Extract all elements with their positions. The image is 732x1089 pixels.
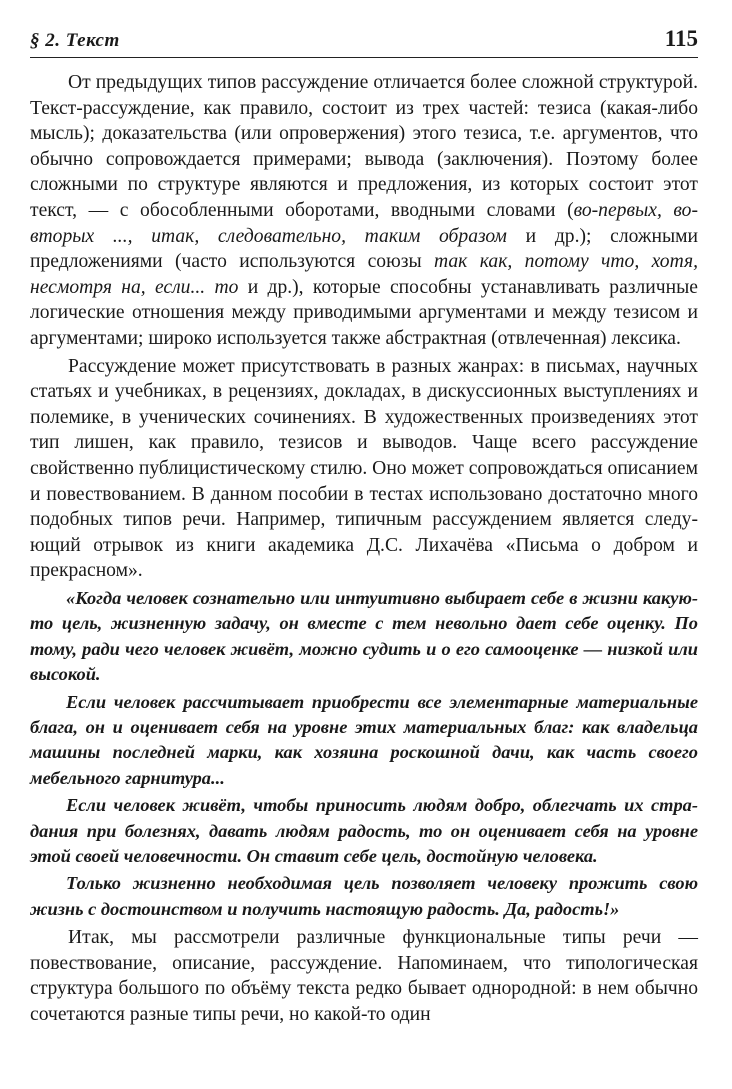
- text-body: [30, 70, 698, 1028]
- quote-paragraph: [30, 586, 698, 688]
- quote-paragraph: [30, 793, 698, 869]
- italic-text-segment: Только жизненно необходимая цель позволяет человеку прожить свою жизнь с достоинством и получить настоящую радость. Да, радость!»: [30, 873, 698, 919]
- body-paragraph: [30, 354, 698, 584]
- page-number: 115: [664, 26, 698, 51]
- text-segment: Итак, мы рассмотрели различные функциональные типы речи — повествование, описание, рассуждение. Напоминаем, что типологическая структура большого по объёму текста редко бывает однородной: в нем обычно сочетаются разные типы речи, но какой-то один: [30, 927, 698, 1025]
- text-segment: и др.); сложными предложениями (часто используются союзы: [30, 225, 699, 273]
- running-header: [30, 26, 698, 58]
- italic-text-segment: так как, потому что, хотя, несмотря на, если... то: [30, 251, 699, 298]
- body-paragraph: [30, 925, 698, 1027]
- quote-paragraph: [30, 871, 698, 922]
- italic-text-segment: Если человек живёт, чтобы приносить людям добро, облегчать их страдания при болезнях, давать людям радость, то он оценивает себя на уровне этой своей человечности. Он ставит себе цель, достойную человека.: [30, 795, 698, 866]
- body-paragraph: [30, 70, 698, 352]
- italic-text-segment: Если человек рассчитывает приобрести все элементарные материальные блага, он и оценивает себя на уровне этих материальных благ: как владельца машины последней марки, как хозяина роскошной дачи, как часть своего мебельного гарнитура...: [30, 691, 698, 788]
- italic-text-segment: «Когда человек сознательно или интуитивно выбирает себе в жизни какую-то цель, жизненную задачу, он вместе с тем невольно дает себе оценку. По тому, ради чего человек живёт, можно судить и о его самооценке — низкой или высокой.: [30, 587, 698, 685]
- quote-paragraph: [30, 690, 698, 792]
- text-segment: Рассуждение может присутствовать в разных жанрах: в письмах, научных статьях и учебниках, в рецензиях, докладах, в дискуссионных выступлениях и полемике, в ученических сочинениях. В художественных произведениях этот тип лишен, как правило, тезисов и выводов. Чаще всего рассуждение свойственно публицистическому стилю. Оно может сопровождаться описанием и повествованием. В данном пособии в тестах использовано достаточно много подобных типов речи. Например, типичным рассуждением является следующий отрывок из книги академика Д.С. Лихачёва «Письма о добром и прекрасном».: [30, 355, 698, 582]
- text-segment: и др.), которые способны устанавливать различные логические отношения между приводимыми аргументами и между тезисом и аргументами; широко используется также абстрактная (отвлеченная) лексика.: [30, 276, 698, 349]
- italic-text-segment: во-первых, во-вторых ..., итак, следовательно, таким образом: [30, 199, 699, 247]
- section-label: § 2. Текст: [30, 30, 120, 51]
- text-segment: От предыдущих типов рассуждение отличается более сложной структурой. Текст-рассуждение, как правило, состоит из трех частей: тезиса (какая-либо мысль); доказательства (или опровержения) этого тезиса, т.е. аргументов, что обычно сопровождается примерами; вывода (заключения). Поэтому более сложными по структуре являются и предложения, из которых состоит этот текст, — с обособленными оборотами, вводными словами (: [30, 72, 698, 221]
